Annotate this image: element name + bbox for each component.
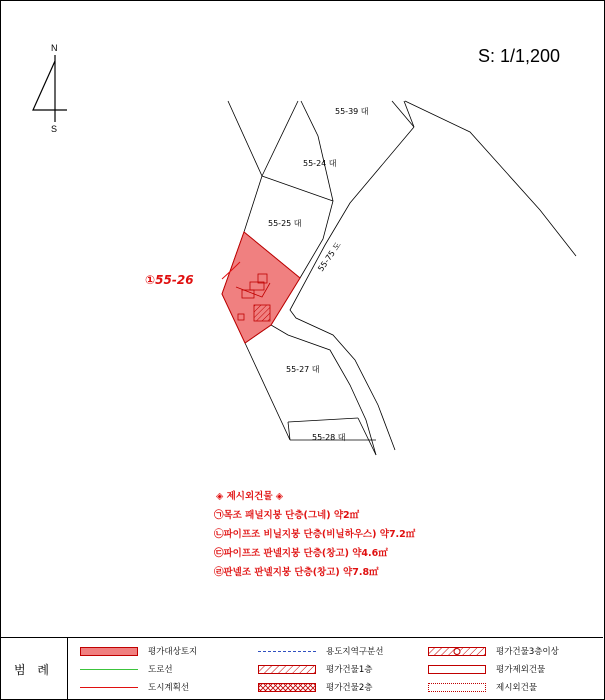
legend-title: 범 례 (0, 638, 68, 700)
scale-label: S: 1/1,200 (478, 46, 561, 66)
zoning-line-swatch (258, 651, 316, 652)
building-3f-swatch (428, 647, 486, 656)
legend-item-road: 도로선 (80, 663, 173, 675)
north-label: N (51, 43, 58, 53)
structure-list-header: ◈ 제시외건물 ◈ (216, 491, 284, 502)
structure-item: ㉡파이프조 비닐지붕 단층(비닐하우스) 약7.2㎡ (214, 529, 416, 540)
legend-item-building-3f: 평가건물3층이상 (428, 645, 559, 657)
building-1f-swatch (258, 665, 316, 674)
legend-item-building-2f: 평가건물2층 (258, 681, 372, 693)
parcel-label-55-75: 55-75 도 (316, 240, 343, 274)
excluded-swatch (428, 665, 486, 674)
structure-list (214, 487, 415, 582)
structure-item: ㉠목조 패널지붕 단층(그네) 약2㎡ (214, 510, 360, 521)
target-land-swatch (80, 647, 138, 656)
structure-item: ㉢파이프조 판넬지붕 단층(창고) 약4.6㎡ (214, 548, 388, 559)
north-arrow-icon (33, 55, 67, 122)
south-label: S (51, 124, 58, 134)
other-building-swatch (428, 683, 486, 692)
legend-item-building-1f: 평가건물1층 (258, 663, 372, 675)
parcel-label-55-27: 55-27 대 (286, 365, 320, 374)
legend-item-zoning: 용도지역구분선 (258, 645, 383, 657)
legend-item-other: 제시외건물 (428, 681, 537, 693)
target-parcel-label: ①55-26 (145, 273, 194, 287)
structure-item: ㉣판넬조 판넬지붕 단층(창고) 약7.8㎡ (214, 567, 379, 578)
legend-item-target-land: 평가대상토지 (80, 645, 197, 657)
parcel-label-55-39: 55-39 대 (335, 107, 369, 116)
legend-item-planning: 도시계획선 (80, 681, 189, 693)
building-2f-swatch (258, 683, 316, 692)
legend (0, 637, 603, 700)
target-parcel[interactable] (222, 232, 300, 343)
road-line-swatch (80, 669, 138, 670)
legend-item-excluded: 평가제외건물 (428, 663, 545, 675)
parcel-label-55-28: 55-28 대 (312, 433, 346, 442)
parcel-label-55-24: 55-24 대 (303, 159, 337, 168)
planning-line-swatch (80, 687, 138, 688)
parcel-label-55-25: 55-25 대 (268, 219, 302, 228)
